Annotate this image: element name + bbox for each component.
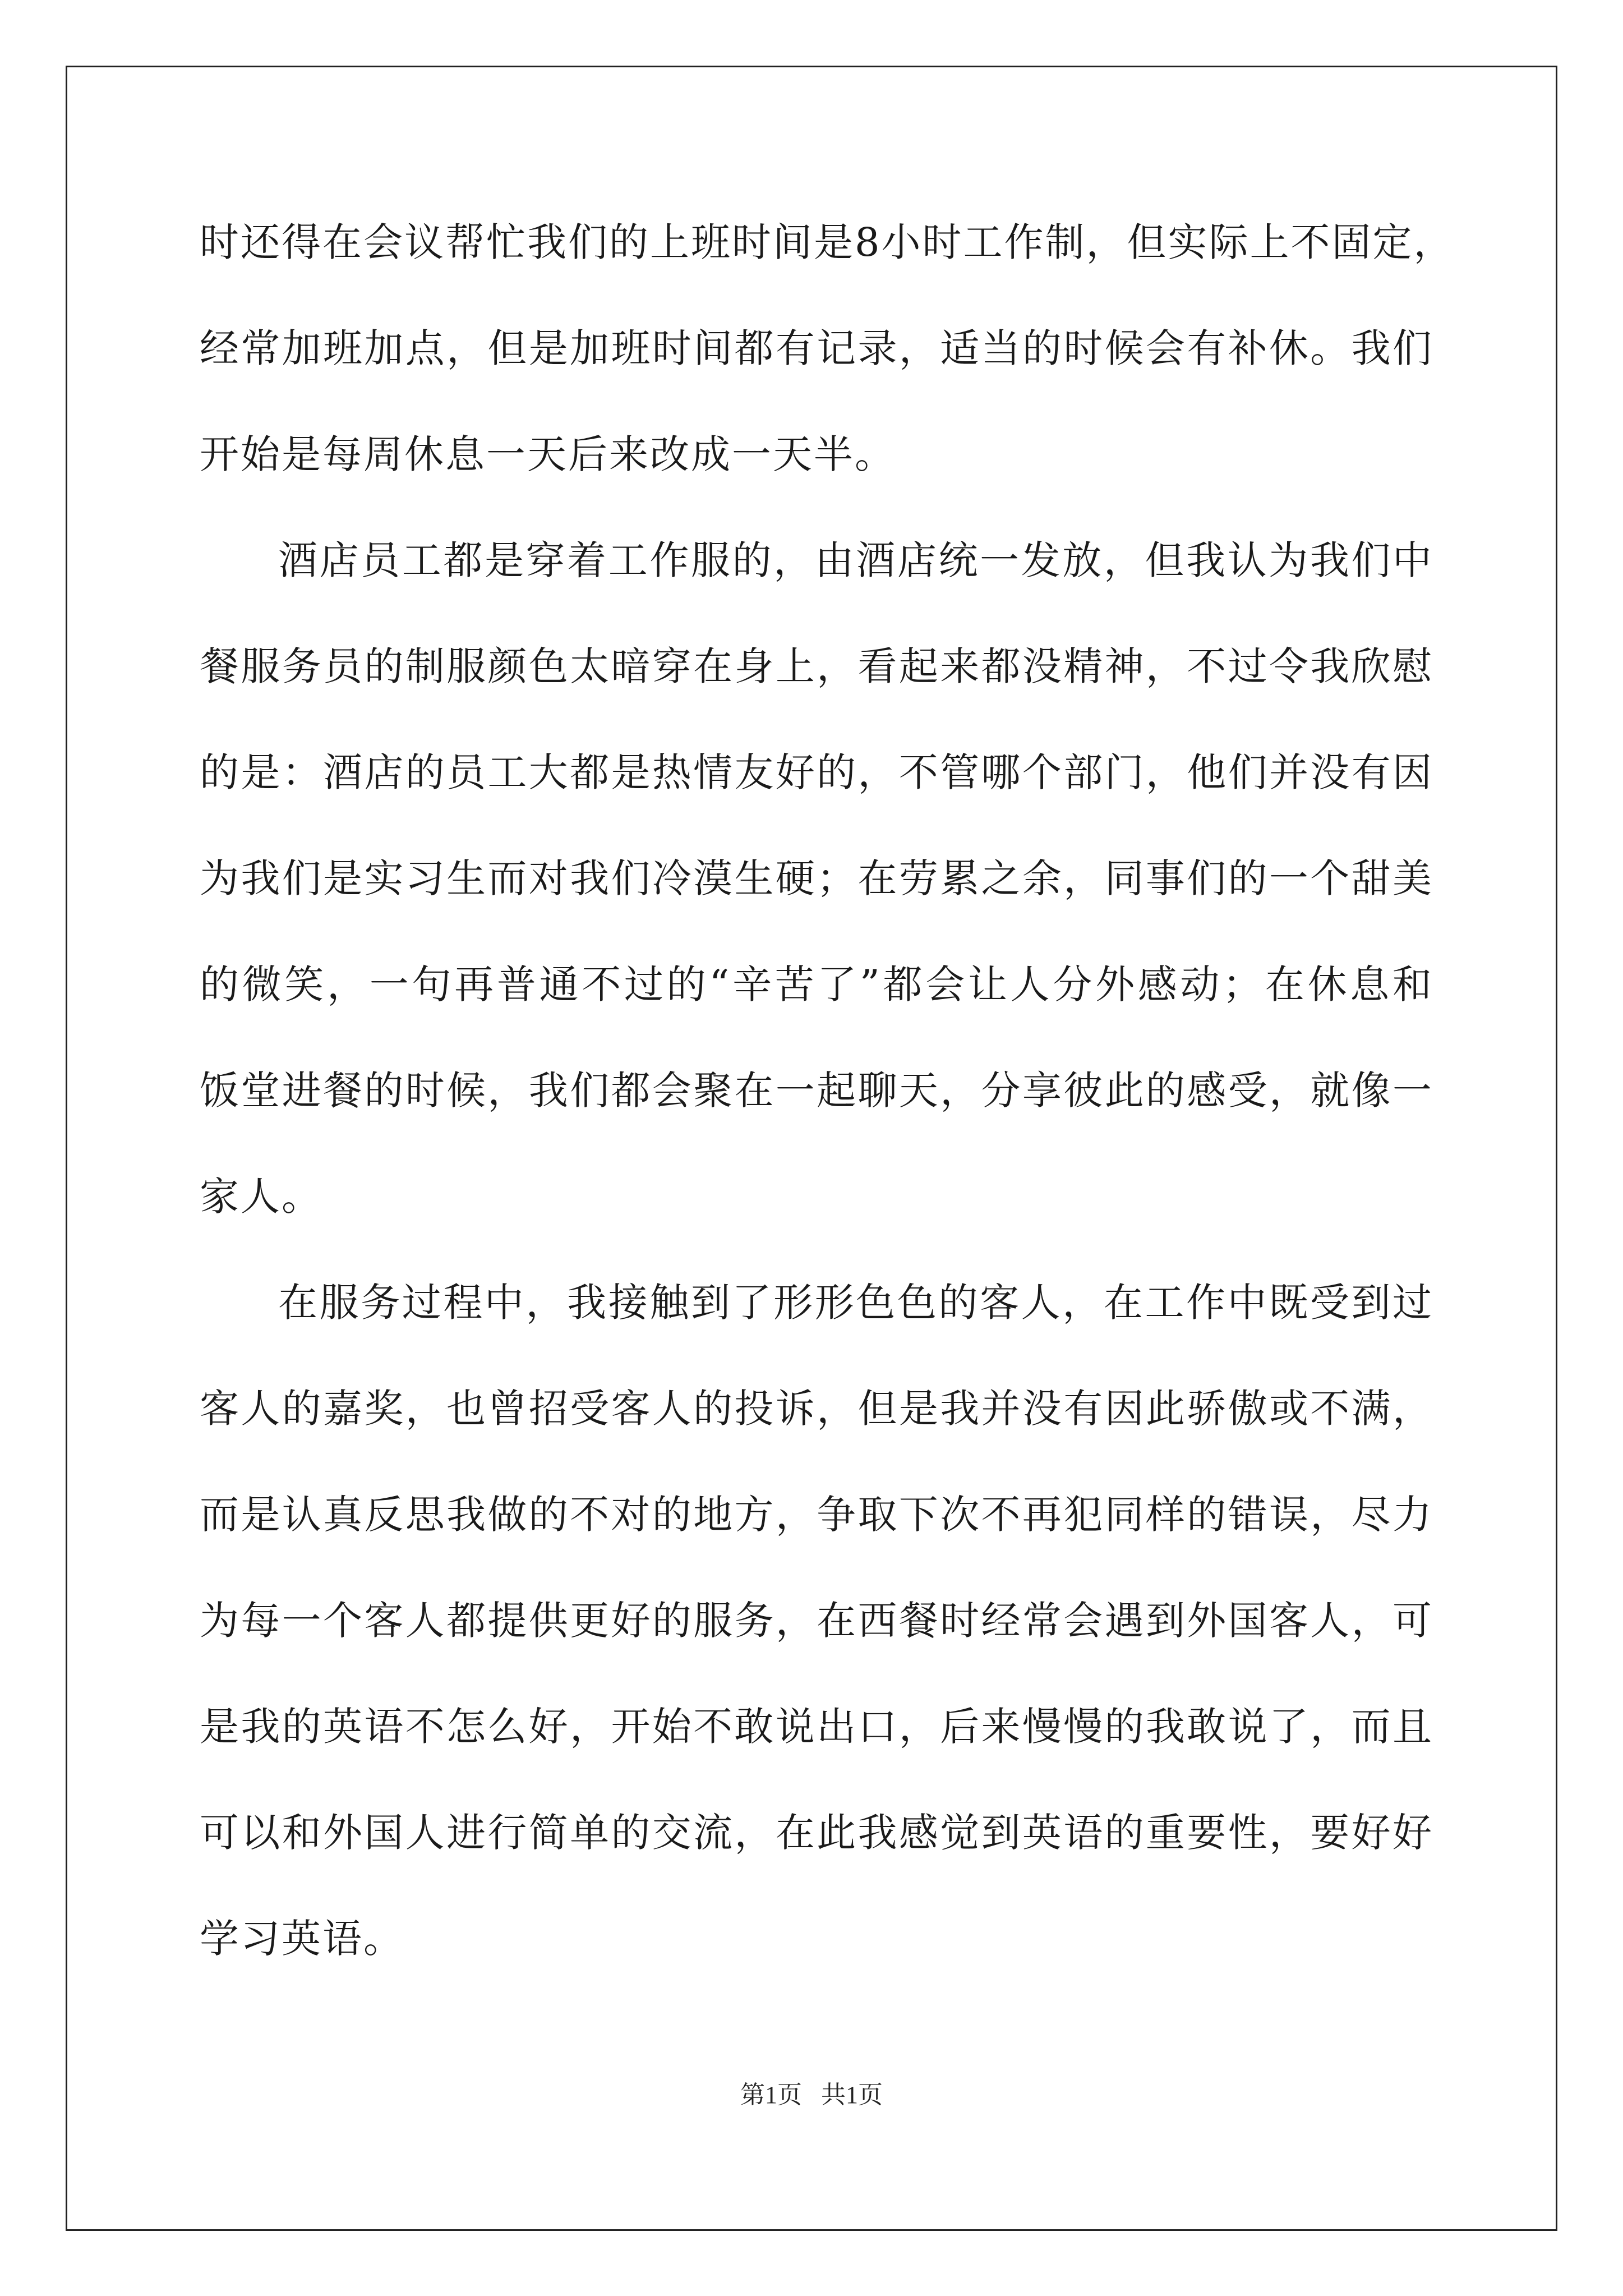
paragraph-1-line-2: 经常加班加点，但是加班时间都有记录，适当的时候会有补休。我们 (200, 325, 1433, 371)
paragraph-3-line-5: 是我的英语不怎么好，开始不敢说出口，后来慢慢的我敢说了，而且 (200, 1704, 1433, 1750)
paragraph-3-line-6: 可以和外国人进行简单的交流，在此我感觉到英语的重要性，要好好 (200, 1810, 1433, 1856)
paragraph-2-line-4: 为我们是实习生而对我们冷漠生硬；在劳累之余，同事们的一个甜美 (200, 855, 1433, 901)
document-body (200, 216, 1455, 2018)
page-footer (0, 2078, 1623, 2112)
paragraph-3-line-2: 客人的嘉奖，也曾招受客人的投诉，但是我并没有因此骄傲或不满， (200, 1386, 1433, 1432)
paragraph-2-line-2: 餐服务员的制服颜色太暗穿在身上，看起来都没精神，不过令我欣慰 (200, 643, 1433, 689)
paragraph-2-line-7: 家人。 (200, 1174, 322, 1220)
paragraph-3-line-4: 为每一个客人都提供更好的服务，在西餐时经常会遇到外国客人，可 (200, 1598, 1433, 1644)
paragraph-2-line-6: 饭堂进餐的时候，我们都会聚在一起聊天，分享彼此的感受，就像一 (200, 1068, 1433, 1114)
paragraph-2-line-1: 酒店员工都是穿着工作服的，由酒店统一发放，但我认为我们中 (278, 537, 1433, 583)
paragraph-3-line-1: 在服务过程中，我接触到了形形色色的客人，在工作中既受到过 (278, 1280, 1433, 1326)
page-number: 第1页 (740, 2081, 802, 2109)
paragraph-1-line-3: 开始是每周休息一天后来改成一天半。 (200, 431, 896, 477)
paragraph-1-line-1: 时还得在会议帮忙我们的上班时间是8小时工作制，但实际上不固定， (200, 219, 1455, 265)
paragraph-3-line-7: 学习英语。 (200, 1916, 404, 1962)
paragraph-2-line-5: 的微笑，一句再普通不过的“辛苦了”都会让人分外感动；在休息和 (200, 961, 1433, 1007)
paragraph-3-line-3: 而是认真反思我做的不对的地方，争取下次不再犯同样的错误，尽力 (200, 1492, 1433, 1538)
page-total: 共1页 (821, 2081, 883, 2109)
paragraph-2-line-3: 的是：酒店的员工大都是热情友好的，不管哪个部门，他们并没有因 (200, 749, 1433, 795)
